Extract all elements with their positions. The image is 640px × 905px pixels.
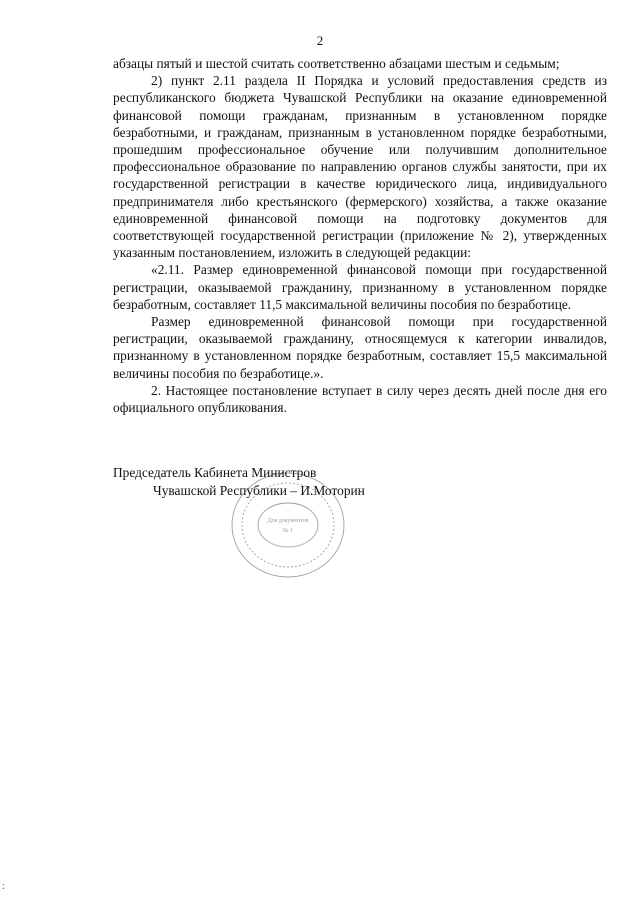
paragraph-4: Размер единовременной финансовой помощи при государственной регистрации, оказываемой гражданину, относящемуся к категории инвалидов, признанному в установленном порядке безработным, составляет 15,5 максимальной величины пособия по безработице.».	[113, 314, 607, 381]
margin-mark: :	[2, 881, 5, 892]
paragraph-1: абзацы пятый и шестой считать соответственно абзацами шестым и седьмым;	[113, 56, 560, 71]
paragraph-2: 2) пункт 2.11 раздела II Порядка и условий предоставления средств из республиканского бюджета Чувашской Республики на оказание единовременной финансовой помощи гражданам, признанным в установленном порядке безработными, и гражданам, признанным в установленном порядке безработными, прошедшим профессиональное обучение или получившим дополнительное профессиональное образование по направлению органов службы занятости, при их государственной регистрации в качестве юридического лица, индивидуального предпринимателя либо крестьянского (фермерского) хозяйства, а также оказание единовременной финансовой помощи на подготовку документов для соответствующей государственной регистрации (приложение № 2), утвержденных указанным постановлением, изложить в следующей редакции:	[113, 73, 607, 261]
page-number: 2	[316, 33, 324, 48]
seal-number: № 1	[282, 528, 294, 534]
signature-title: Председатель Кабинета Министров	[113, 465, 317, 480]
document-body	[113, 55, 607, 416]
paragraph-5: 2. Настоящее постановление вступает в силу через десять дней после дня его официального опубликования.	[113, 382, 607, 416]
paragraph-3: «2.11. Размер единовременной финансовой помощи при государственной регистрации, оказываемой гражданину, признанному в установленном порядке безработным, составляет 11,5 максимальной величины пособия по безработице.	[113, 262, 607, 312]
seal-text: Для документов	[267, 518, 309, 524]
signature-name: Чувашской Республики – И.Моторин	[153, 483, 365, 498]
signature-block	[113, 464, 365, 500]
